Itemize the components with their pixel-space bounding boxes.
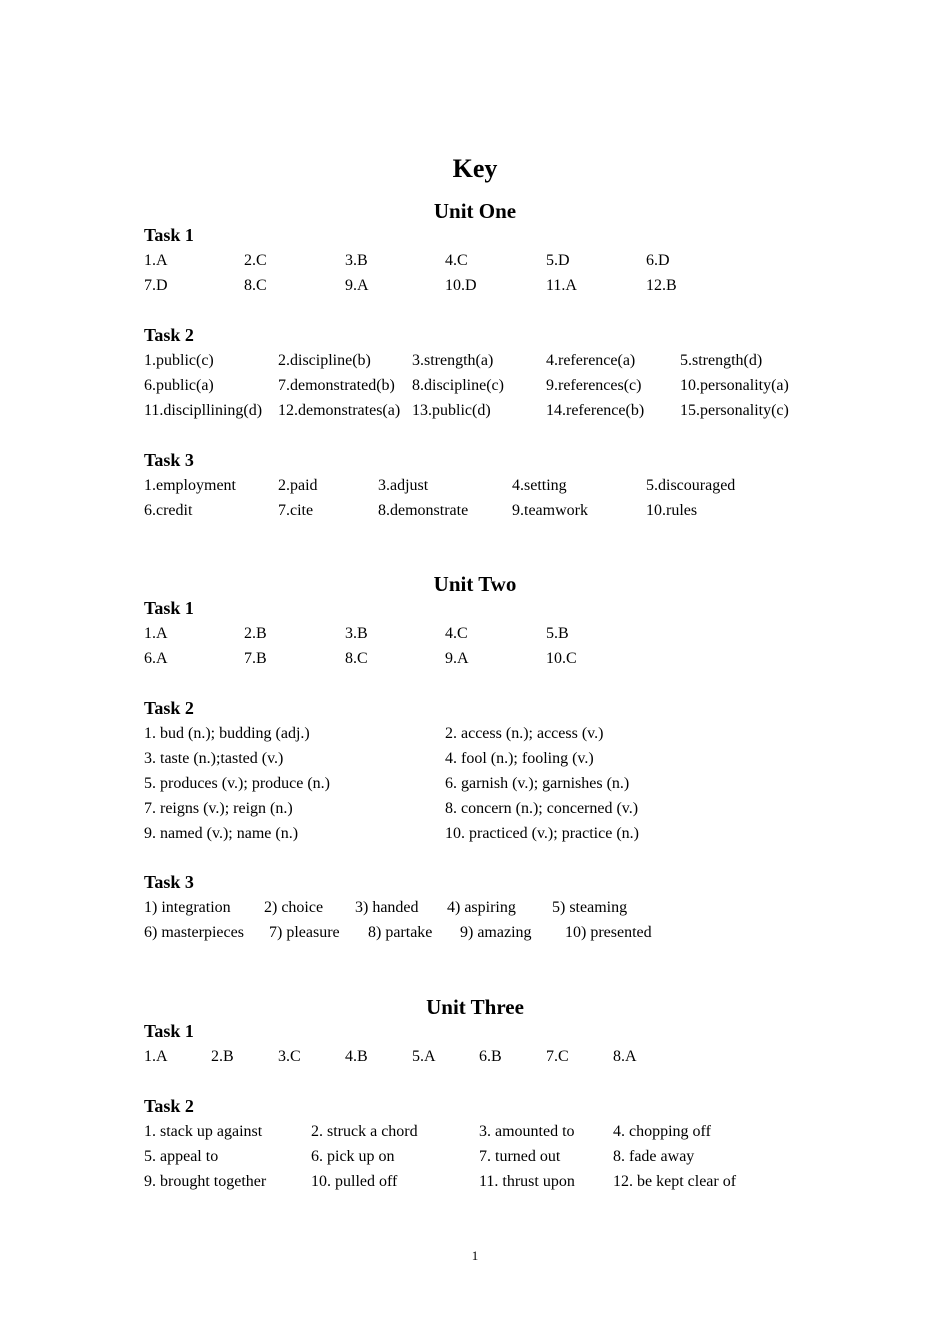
- answer-item: 8.A: [613, 1048, 637, 1065]
- answer-item: 3. taste (n.);tasted (v.): [144, 750, 284, 767]
- answer-item: 4.C: [445, 625, 468, 642]
- answer-item: 5.strength(d): [680, 352, 763, 369]
- answer-item: 1.A: [144, 252, 168, 269]
- answer-item: 3.B: [345, 252, 368, 269]
- answer-item: 2.paid: [278, 477, 318, 494]
- answer-item: 8) partake: [368, 924, 433, 941]
- answer-item: 9.teamwork: [512, 502, 588, 519]
- answer-item: 8. fade away: [613, 1148, 695, 1165]
- answer-item: 5. appeal to: [144, 1148, 219, 1165]
- answer-item: 3.C: [278, 1048, 301, 1065]
- answer-item: 7.C: [546, 1048, 569, 1065]
- task-heading: Task 1: [144, 225, 194, 245]
- answer-item: 14.reference(b): [546, 402, 645, 419]
- answer-item: 5.B: [546, 625, 569, 642]
- answer-item: 6) masterpieces: [144, 924, 244, 941]
- unit-heading: Unit Two: [433, 572, 517, 596]
- task-heading: Task 3: [144, 872, 194, 892]
- answer-item: 9.references(c): [546, 377, 642, 394]
- answer-item: 7.cite: [278, 502, 314, 519]
- answer-item: 7. reigns (v.); reign (n.): [144, 800, 293, 817]
- answer-item: 6. garnish (v.); garnishes (n.): [445, 775, 630, 792]
- answer-item: 5) steaming: [552, 899, 628, 916]
- answer-item: 9. brought together: [144, 1173, 267, 1190]
- answer-item: 1.A: [144, 1048, 168, 1065]
- answer-item: 7) pleasure: [269, 924, 340, 941]
- answer-item: 9.A: [445, 650, 469, 667]
- answer-item: 12.B: [646, 277, 677, 294]
- answer-item: 9. named (v.); name (n.): [144, 825, 299, 842]
- answer-item: 5.A: [412, 1048, 436, 1065]
- answer-item: 1.public(c): [144, 352, 214, 369]
- answer-item: 10) presented: [565, 924, 652, 941]
- answer-item: 15.personality(c): [680, 402, 789, 419]
- answer-item: 1.employment: [144, 477, 236, 494]
- answer-item: 11.A: [546, 277, 577, 294]
- answer-item: 2) choice: [264, 899, 324, 916]
- answer-item: 6.credit: [144, 502, 193, 519]
- answer-item: 8.C: [345, 650, 368, 667]
- answer-item: 7.D: [144, 277, 168, 294]
- answer-item: 4) aspiring: [447, 899, 516, 916]
- answer-item: 4.B: [345, 1048, 368, 1065]
- answer-item: 1.A: [144, 625, 168, 642]
- answer-item: 4. fool (n.); fooling (v.): [445, 750, 594, 767]
- answer-item: 8. concern (n.); concerned (v.): [445, 800, 639, 817]
- answer-item: 2.B: [244, 625, 267, 642]
- answer-item: 5.D: [546, 252, 570, 269]
- answer-item: 8.demonstrate: [378, 502, 469, 519]
- answer-item: 3.adjust: [378, 477, 429, 494]
- answer-item: 1) integration: [144, 899, 231, 916]
- answer-item: 10. practiced (v.); practice (n.): [445, 825, 639, 842]
- answer-item: 6. pick up on: [311, 1148, 395, 1165]
- answer-item: 7. turned out: [479, 1148, 561, 1165]
- answer-item: 3.strength(a): [412, 352, 494, 369]
- answer-item: 5. produces (v.); produce (n.): [144, 775, 331, 792]
- answer-item: 2. struck a chord: [311, 1123, 418, 1140]
- task-heading: Task 2: [144, 1096, 194, 1116]
- answer-item: 2. access (n.); access (v.): [445, 725, 604, 742]
- answer-item: 6.A: [144, 650, 168, 667]
- answer-item: 11. thrust upon: [479, 1173, 575, 1190]
- answer-item: 7.B: [244, 650, 267, 667]
- answer-item: 1. bud (n.); budding (adj.): [144, 725, 310, 742]
- answer-item: 4.reference(a): [546, 352, 636, 369]
- answer-item: 10.D: [445, 277, 477, 294]
- answer-item: 9.A: [345, 277, 369, 294]
- answer-item: 10.C: [546, 650, 577, 667]
- answer-item: 11.discipllining(d): [144, 402, 263, 419]
- answer-item: 10. pulled off: [311, 1173, 398, 1190]
- answer-item: 10.rules: [646, 502, 698, 519]
- answer-item: 13.public(d): [412, 402, 491, 419]
- answer-item: 2.discipline(b): [278, 352, 371, 369]
- answer-item: 5.discouraged: [646, 477, 736, 494]
- task-heading: Task 1: [144, 598, 194, 618]
- answer-item: 9) amazing: [460, 924, 532, 941]
- answer-item: 4. chopping off: [613, 1123, 711, 1140]
- task-heading: Task 1: [144, 1021, 194, 1041]
- answer-item: 3) handed: [355, 899, 419, 916]
- answer-item: 6.D: [646, 252, 670, 269]
- answer-item: 12. be kept clear of: [613, 1173, 737, 1190]
- answer-item: 10.personality(a): [680, 377, 789, 394]
- unit-heading: Unit One: [433, 199, 517, 223]
- answer-item: 4.setting: [512, 477, 567, 494]
- answer-item: 6.B: [479, 1048, 502, 1065]
- answer-item: 3. amounted to: [479, 1123, 575, 1140]
- answer-item: 12.demonstrates(a): [278, 402, 401, 419]
- answer-item: 4.C: [445, 252, 468, 269]
- task-heading: Task 2: [144, 325, 194, 345]
- task-heading: Task 3: [144, 450, 194, 470]
- task-heading: Task 2: [144, 698, 194, 718]
- answer-item: 6.public(a): [144, 377, 214, 394]
- page-number: 1: [471, 1248, 479, 1263]
- answer-item: 8.discipline(c): [412, 377, 504, 394]
- unit-heading: Unit Three: [426, 995, 524, 1019]
- answer-item: 8.C: [244, 277, 267, 294]
- answer-item: 1. stack up against: [144, 1123, 263, 1140]
- answer-item: 2.B: [211, 1048, 234, 1065]
- answer-item: 2.C: [244, 252, 267, 269]
- page-title: Key: [452, 154, 498, 183]
- answer-item: 3.B: [345, 625, 368, 642]
- answer-item: 7.demonstrated(b): [278, 377, 395, 394]
